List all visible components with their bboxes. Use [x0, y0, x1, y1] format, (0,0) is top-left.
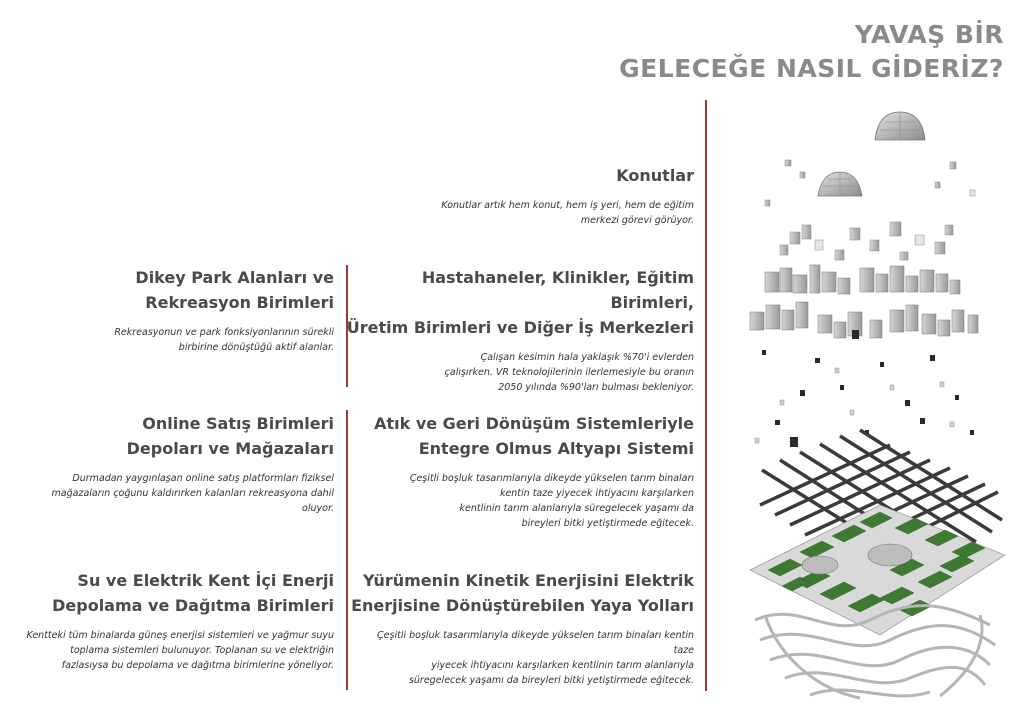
atik-block [334, 411, 694, 531]
atik-heading: Atık ve Geri Dönüşüm Sistemleriyle Entegre Olmus Altyapı Sistemi [374, 414, 694, 458]
work-centers-layer [750, 265, 978, 338]
konutlar-block [364, 163, 694, 228]
su-elektrik-text: Kentteki tüm binalarda güneş enerjisi sistemleri ve yağmur suyu toplama sistemleri bulunuyor. Toplanan su ve elektriğin fazlasıysa bu depolama ve dağıtma birimlerine yöneliyor. [26, 630, 334, 671]
yurumenin-heading: Yürümenin Kinetik Enerjisini Elektrik Enerjisine Dönüştürebilen Yaya Yolları [351, 571, 694, 615]
page-title [619, 18, 1004, 86]
yurumenin-block [334, 568, 694, 688]
hastahaneler-heading: Hastahaneler, Klinikler, Eğitim Birimleri, Üretim Birimleri ve Diğer İş Merkezleri [346, 268, 694, 337]
dikey-park-heading: Dikey Park Alanları ve Rekreasyon Birimleri [135, 268, 334, 312]
online-satis-text: Durmadan yaygınlaşan online satış platformları fiziksel mağazaların çoğunu kaldırırken kalanları rekreasyona dahil oluyor. [51, 473, 334, 514]
residential-layer [765, 160, 975, 260]
storage-units-layer [762, 330, 974, 447]
dome-lower [818, 172, 862, 196]
hastahaneler-block [334, 265, 694, 395]
atik-text: Çeşitli boşluk tasarımlarıyla dikeyde yükselen tarım binaları kentin taze yiyecek ihtiyacını karşılarken kentlinin tarım alanlarıyla süregelecek yaşamı da bireyleri bitki yetiştirmede eğitecek. [409, 473, 694, 529]
divider-right-column [705, 100, 707, 691]
dome-top [875, 112, 925, 140]
yurumenin-text: Çeşitli boşluk tasarımlarıyla dikeyde yükselen tarım binaları kentin taze yiyecek ihtiyacını karşılarken kentlinin tarım alanlarıyla süregelecek yaşamı da bireyleri bitki yetiştirmede eğitecek. [377, 630, 694, 686]
exploded-city-illustration [740, 100, 1010, 705]
su-elektrik-block [4, 568, 334, 673]
title-line-2: GELECEĞE NASIL GİDERİZ? [619, 54, 1004, 83]
konutlar-heading: Konutlar [616, 166, 694, 185]
online-satis-heading: Online Satış Birimleri Depoları ve Mağazaları [126, 414, 334, 458]
hastahaneler-text: Çalışan kesimin hala yaklaşık %70'i evlerden çalışırken. VR teknolojilerinin ilerlemesiyle bu oranın 2050 yılında %90'ları bulması bekleniyor. [444, 352, 694, 393]
su-elektrik-heading: Su ve Elektrik Kent İçi Enerji Depolama ve Dağıtma Birimleri [52, 571, 334, 615]
storage-units-light [755, 368, 954, 443]
dikey-park-block [14, 265, 334, 355]
konutlar-text: Konutlar artık hem konut, hem iş yeri, hem de eğitim merkezi görevi görüyor. [441, 200, 694, 226]
title-line-1: YAVAŞ BİR [854, 20, 1004, 49]
dikey-park-text: Rekreasyonun ve park fonksiyonlarının sürekli birbirine dönüştüğü aktif alanlar. [114, 327, 334, 353]
online-satis-block [4, 411, 334, 516]
